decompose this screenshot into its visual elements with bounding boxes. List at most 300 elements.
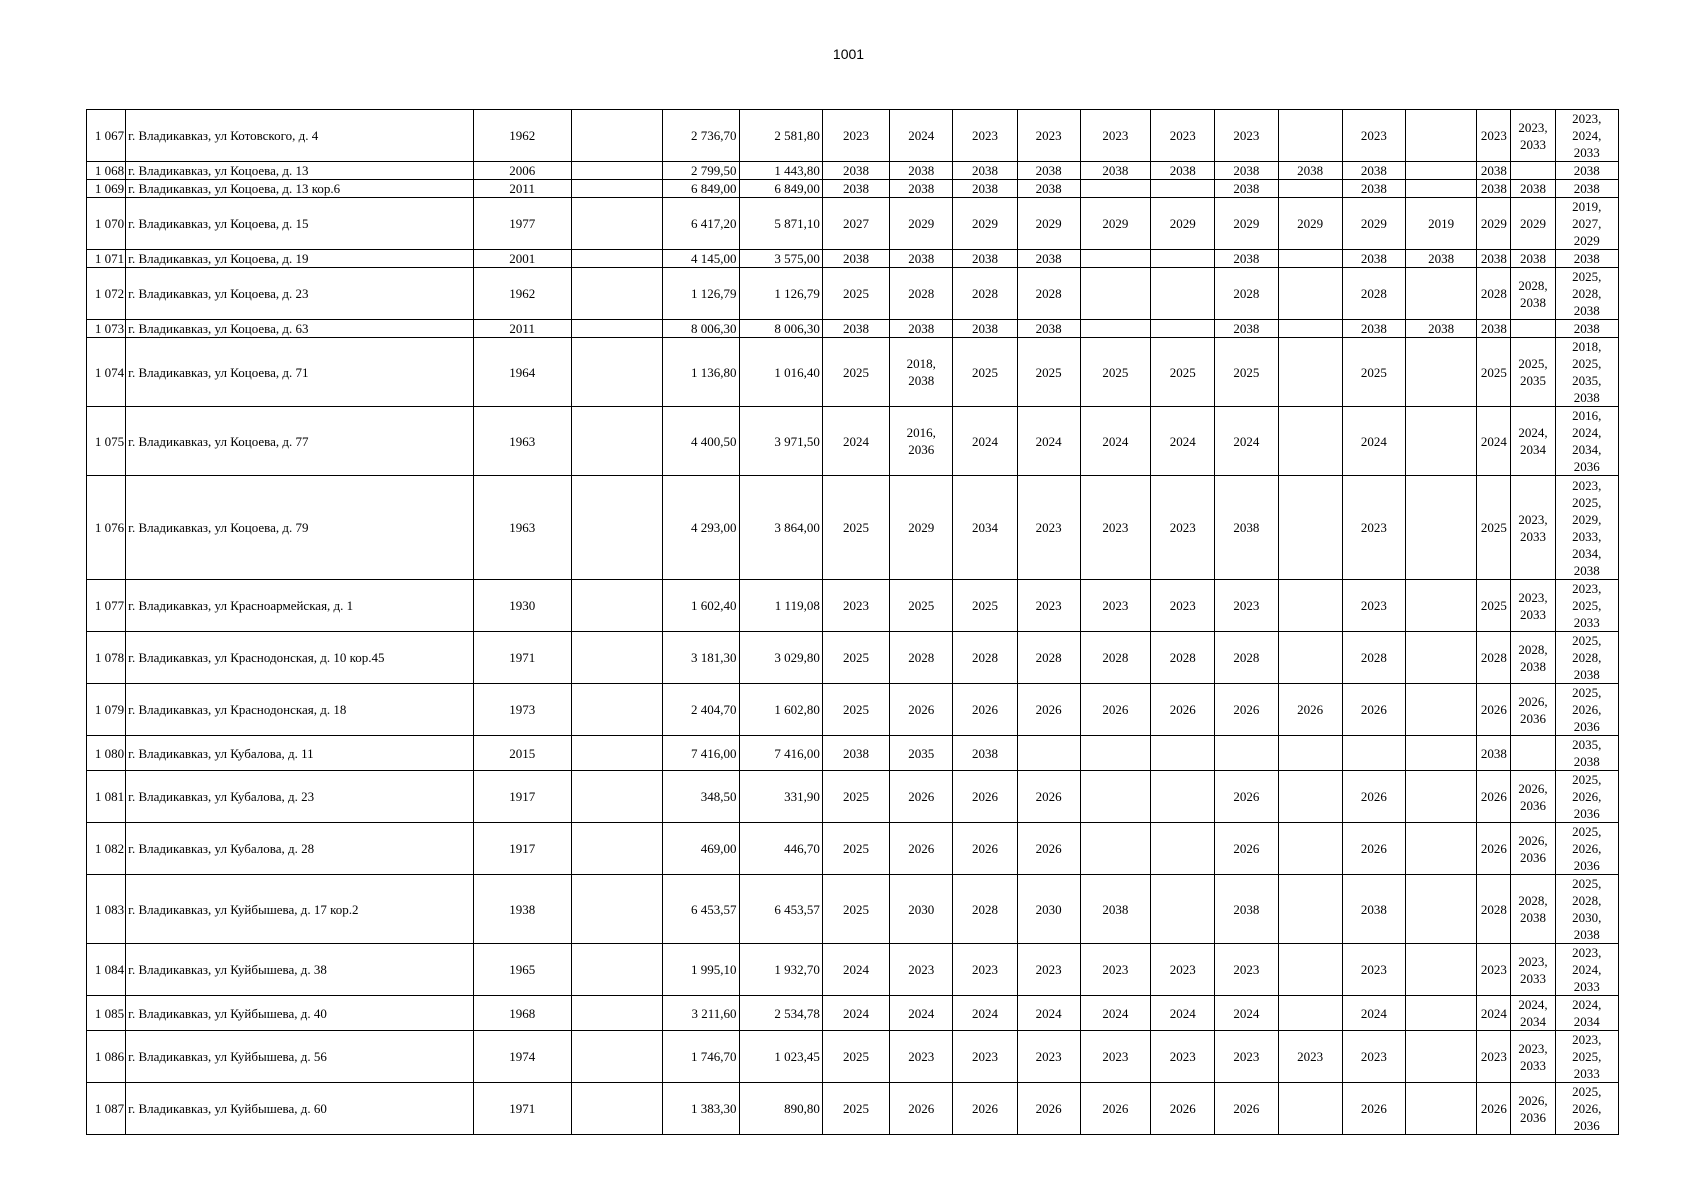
work-year-cell: 2026 [1477, 771, 1511, 823]
registry-body [87, 110, 1619, 1135]
table-row [87, 320, 1619, 338]
work-year-cell: 2026 [1342, 771, 1405, 823]
work-year-pair-cell: 2023, 2033 [1511, 580, 1555, 632]
work-year-cell: 2038 [1406, 250, 1477, 268]
work-year-cell: 2038 [822, 250, 889, 268]
address-cell: г. Владикавказ, ул Кубалова, д. 11 [126, 736, 473, 771]
work-year-cell: 2025 [822, 268, 889, 320]
empty-cell [571, 875, 662, 944]
work-year-cell: 2030 [1017, 875, 1080, 944]
living-area-cell: 6 453,57 [739, 875, 822, 944]
year-built-cell: 1965 [473, 944, 571, 996]
work-year-cell: 2026 [1151, 684, 1215, 736]
table-row [87, 1031, 1619, 1083]
total-area-cell: 7 416,00 [663, 736, 739, 771]
living-area-cell: 1 126,79 [739, 268, 822, 320]
work-year-cell: 2028 [1080, 632, 1150, 684]
work-years-summary-cell: 2018, 2025, 2035, 2038 [1555, 338, 1618, 407]
year-built-cell: 1977 [473, 198, 571, 250]
work-year-cell: 2018, 2038 [890, 338, 953, 407]
work-year-cell: 2038 [1477, 736, 1511, 771]
work-year-cell: 2028 [953, 268, 1017, 320]
work-year-cell: 2038 [1080, 875, 1150, 944]
work-year-cell [1406, 875, 1477, 944]
living-area-cell: 3 029,80 [739, 632, 822, 684]
work-year-cell: 2026 [1151, 1083, 1215, 1135]
work-year-cell: 2029 [1017, 198, 1080, 250]
work-year-pair-cell [1511, 162, 1555, 180]
empty-cell [571, 162, 662, 180]
row-number-cell: 1 084 [87, 944, 126, 996]
work-year-cell: 2025 [1342, 338, 1405, 407]
row-number-cell: 1 087 [87, 1083, 126, 1135]
work-year-cell: 2026 [1017, 771, 1080, 823]
work-year-pair-cell: 2023, 2033 [1511, 110, 1555, 162]
work-years-summary-cell: 2023, 2024, 2033 [1555, 110, 1618, 162]
work-years-summary-cell: 2023, 2025, 2033 [1555, 580, 1618, 632]
work-year-pair-cell [1511, 320, 1555, 338]
work-year-cell: 2026 [1080, 684, 1150, 736]
work-year-cell: 2024 [822, 944, 889, 996]
work-year-cell: 2038 [890, 162, 953, 180]
table-row [87, 996, 1619, 1031]
work-year-cell: 2024 [1151, 407, 1215, 476]
work-year-cell: 2023 [1017, 1031, 1080, 1083]
work-year-cell: 2028 [1342, 632, 1405, 684]
work-year-cell: 2023 [1215, 580, 1278, 632]
work-year-cell: 2023 [1151, 476, 1215, 580]
page-number: 1001 [832, 46, 865, 62]
empty-cell [571, 268, 662, 320]
work-year-cell: 2038 [822, 162, 889, 180]
empty-cell [571, 476, 662, 580]
row-number-cell: 1 083 [87, 875, 126, 944]
row-number-cell: 1 086 [87, 1031, 126, 1083]
work-year-cell: 2038 [1342, 320, 1405, 338]
work-year-cell: 2038 [1215, 875, 1278, 944]
empty-cell [571, 580, 662, 632]
work-year-cell: 2023 [953, 1031, 1017, 1083]
address-cell: г. Владикавказ, ул Куйбышева, д. 60 [126, 1083, 473, 1135]
table-row [87, 736, 1619, 771]
work-year-cell: 2026 [1278, 684, 1342, 736]
work-year-cell: 2024 [1477, 996, 1511, 1031]
table-row [87, 338, 1619, 407]
work-year-cell: 2026 [953, 1083, 1017, 1135]
work-year-cell [1215, 736, 1278, 771]
work-year-cell [1151, 736, 1215, 771]
address-cell: г. Владикавказ, ул Коцоева, д. 19 [126, 250, 473, 268]
work-year-cell: 2028 [1342, 268, 1405, 320]
work-year-cell [1080, 268, 1150, 320]
work-years-summary-cell: 2019, 2027, 2029 [1555, 198, 1618, 250]
living-area-cell: 1 023,45 [739, 1031, 822, 1083]
row-number-cell: 1 081 [87, 771, 126, 823]
living-area-cell: 3 864,00 [739, 476, 822, 580]
work-year-cell: 2025 [822, 632, 889, 684]
empty-cell [571, 407, 662, 476]
total-area-cell: 4 293,00 [663, 476, 739, 580]
living-area-cell: 1 016,40 [739, 338, 822, 407]
address-cell: г. Владикавказ, ул Куйбышева, д. 56 [126, 1031, 473, 1083]
year-built-cell: 1930 [473, 580, 571, 632]
work-year-pair-cell: 2028, 2038 [1511, 268, 1555, 320]
housing-registry-table [86, 109, 1619, 1135]
work-year-cell: 2038 [1017, 180, 1080, 198]
work-year-cell: 2023 [1477, 944, 1511, 996]
work-year-cell: 2023 [1215, 944, 1278, 996]
row-number-cell: 1 080 [87, 736, 126, 771]
work-year-cell [1406, 1031, 1477, 1083]
work-year-cell: 2038 [953, 736, 1017, 771]
work-year-cell: 2024 [1342, 996, 1405, 1031]
total-area-cell: 6 417,20 [663, 198, 739, 250]
work-year-cell: 2028 [1477, 632, 1511, 684]
work-year-cell [1406, 1083, 1477, 1135]
table-row [87, 407, 1619, 476]
work-year-pair-cell: 2038 [1511, 250, 1555, 268]
work-year-cell: 2026 [1342, 823, 1405, 875]
work-years-summary-cell: 2016, 2024, 2034, 2036 [1555, 407, 1618, 476]
work-year-cell [1278, 771, 1342, 823]
work-year-cell: 2038 [1215, 476, 1278, 580]
work-year-cell: 2023 [1017, 476, 1080, 580]
total-area-cell: 4 400,50 [663, 407, 739, 476]
table-row [87, 198, 1619, 250]
work-years-summary-cell: 2023, 2024, 2033 [1555, 944, 1618, 996]
total-area-cell: 2 799,50 [663, 162, 739, 180]
year-built-cell: 2001 [473, 250, 571, 268]
work-year-cell: 2023 [1342, 110, 1405, 162]
address-cell: г. Владикавказ, ул Котовского, д. 4 [126, 110, 473, 162]
work-year-cell: 2023 [1342, 944, 1405, 996]
row-number-cell: 1 076 [87, 476, 126, 580]
work-year-cell [1406, 338, 1477, 407]
address-cell: г. Владикавказ, ул Куйбышева, д. 38 [126, 944, 473, 996]
work-year-cell: 2026 [1017, 1083, 1080, 1135]
year-built-cell: 1974 [473, 1031, 571, 1083]
work-year-cell: 2026 [1215, 684, 1278, 736]
year-built-cell: 1971 [473, 1083, 571, 1135]
table-row [87, 268, 1619, 320]
work-year-cell: 2026 [890, 684, 953, 736]
work-year-cell [1406, 736, 1477, 771]
work-year-cell: 2038 [953, 320, 1017, 338]
year-built-cell: 1968 [473, 996, 571, 1031]
work-year-cell [1278, 580, 1342, 632]
work-year-cell: 2023 [1151, 1031, 1215, 1083]
work-year-cell: 2038 [1278, 162, 1342, 180]
table-row [87, 110, 1619, 162]
work-year-cell: 2029 [890, 476, 953, 580]
work-year-cell: 2038 [1017, 162, 1080, 180]
work-year-cell [1278, 632, 1342, 684]
address-cell: г. Владикавказ, ул Коцоева, д. 71 [126, 338, 473, 407]
total-area-cell: 4 145,00 [663, 250, 739, 268]
empty-cell [571, 944, 662, 996]
year-built-cell: 2011 [473, 180, 571, 198]
work-year-cell [1406, 684, 1477, 736]
row-number-cell: 1 082 [87, 823, 126, 875]
work-year-cell: 2025 [1017, 338, 1080, 407]
work-years-summary-cell: 2025, 2028, 2038 [1555, 632, 1618, 684]
year-built-cell: 1971 [473, 632, 571, 684]
work-year-cell: 2028 [953, 632, 1017, 684]
work-years-summary-cell: 2038 [1555, 180, 1618, 198]
work-year-cell: 2028 [1017, 632, 1080, 684]
work-year-cell: 2025 [1080, 338, 1150, 407]
work-year-cell: 2023 [1151, 944, 1215, 996]
table-row [87, 771, 1619, 823]
table-row [87, 823, 1619, 875]
living-area-cell: 1 443,80 [739, 162, 822, 180]
work-year-cell: 2029 [1342, 198, 1405, 250]
work-year-cell: 2038 [1215, 250, 1278, 268]
work-year-cell: 2023 [1017, 944, 1080, 996]
work-year-cell: 2023 [822, 580, 889, 632]
work-year-cell [1278, 823, 1342, 875]
work-year-cell: 2034 [953, 476, 1017, 580]
address-cell: г. Владикавказ, ул Кубалова, д. 23 [126, 771, 473, 823]
work-year-cell: 2026 [1017, 684, 1080, 736]
work-year-pair-cell: 2038 [1511, 180, 1555, 198]
work-year-cell: 2023 [953, 110, 1017, 162]
work-year-cell: 2026 [1477, 1083, 1511, 1135]
work-year-cell: 2038 [890, 320, 953, 338]
year-built-cell: 2015 [473, 736, 571, 771]
work-year-cell [1151, 250, 1215, 268]
work-year-cell: 2023 [1017, 580, 1080, 632]
work-years-summary-cell: 2023, 2025, 2033 [1555, 1031, 1618, 1083]
work-year-cell: 2023 [1151, 110, 1215, 162]
work-year-cell: 2026 [1215, 823, 1278, 875]
total-area-cell: 1 126,79 [663, 268, 739, 320]
work-years-summary-cell: 2025, 2026, 2036 [1555, 1083, 1618, 1135]
empty-cell [571, 996, 662, 1031]
work-year-cell [1406, 944, 1477, 996]
table-row [87, 250, 1619, 268]
work-year-pair-cell: 2026, 2036 [1511, 823, 1555, 875]
row-number-cell: 1 075 [87, 407, 126, 476]
work-year-pair-cell: 2024, 2034 [1511, 996, 1555, 1031]
work-year-cell: 2038 [1342, 162, 1405, 180]
year-built-cell: 1917 [473, 771, 571, 823]
row-number-cell: 1 070 [87, 198, 126, 250]
work-year-cell: 2026 [890, 823, 953, 875]
address-cell: г. Владикавказ, ул Куйбышева, д. 40 [126, 996, 473, 1031]
work-year-cell: 2028 [1477, 268, 1511, 320]
work-year-cell: 2029 [890, 198, 953, 250]
year-built-cell: 2006 [473, 162, 571, 180]
row-number-cell: 1 073 [87, 320, 126, 338]
work-year-cell [1278, 476, 1342, 580]
work-year-cell [1151, 823, 1215, 875]
empty-cell [571, 1031, 662, 1083]
work-year-cell: 2026 [1342, 1083, 1405, 1135]
work-year-cell: 2026 [953, 823, 1017, 875]
living-area-cell: 8 006,30 [739, 320, 822, 338]
work-year-cell: 2025 [822, 771, 889, 823]
work-year-cell: 2024 [1017, 407, 1080, 476]
work-year-cell: 2029 [1215, 198, 1278, 250]
work-year-cell: 2023 [1017, 110, 1080, 162]
work-year-cell: 2023 [890, 944, 953, 996]
work-year-cell: 2023 [1278, 1031, 1342, 1083]
work-year-cell: 2023 [1215, 1031, 1278, 1083]
address-cell: г. Владикавказ, ул Коцоева, д. 63 [126, 320, 473, 338]
work-year-cell: 2023 [1080, 110, 1150, 162]
work-year-cell: 2023 [1342, 476, 1405, 580]
work-year-pair-cell: 2028, 2038 [1511, 875, 1555, 944]
work-year-cell: 2026 [1215, 1083, 1278, 1135]
row-number-cell: 1 078 [87, 632, 126, 684]
row-number-cell: 1 069 [87, 180, 126, 198]
work-year-cell: 2024 [953, 407, 1017, 476]
work-year-cell: 2028 [1017, 268, 1080, 320]
work-year-cell: 2023 [953, 944, 1017, 996]
work-year-cell [1080, 250, 1150, 268]
work-year-cell [1080, 736, 1150, 771]
work-year-cell: 2038 [1342, 875, 1405, 944]
work-year-cell [1278, 110, 1342, 162]
total-area-cell: 1 136,80 [663, 338, 739, 407]
work-year-cell: 2029 [1151, 198, 1215, 250]
work-year-cell [1406, 823, 1477, 875]
work-year-cell: 2038 [1406, 320, 1477, 338]
work-year-pair-cell: 2026, 2036 [1511, 771, 1555, 823]
empty-cell [571, 198, 662, 250]
work-year-cell: 2026 [1080, 1083, 1150, 1135]
year-built-cell: 1963 [473, 407, 571, 476]
work-year-cell: 2024 [953, 996, 1017, 1031]
total-area-cell: 1 383,30 [663, 1083, 739, 1135]
work-year-cell: 2038 [1477, 250, 1511, 268]
table-row [87, 162, 1619, 180]
work-years-summary-cell: 2035, 2038 [1555, 736, 1618, 771]
work-year-cell [1406, 110, 1477, 162]
work-year-cell: 2026 [953, 684, 1017, 736]
address-cell: г. Владикавказ, ул Куйбышева, д. 17 кор.2 [126, 875, 473, 944]
work-year-pair-cell: 2026, 2036 [1511, 684, 1555, 736]
work-year-cell [1406, 996, 1477, 1031]
work-year-cell: 2026 [1477, 684, 1511, 736]
living-area-cell: 3 971,50 [739, 407, 822, 476]
work-year-cell: 2038 [953, 180, 1017, 198]
work-year-cell: 2024 [1342, 407, 1405, 476]
work-years-summary-cell: 2025, 2026, 2036 [1555, 771, 1618, 823]
living-area-cell: 3 575,00 [739, 250, 822, 268]
work-year-cell: 2028 [1215, 632, 1278, 684]
work-year-cell: 2038 [822, 736, 889, 771]
work-year-cell [1080, 771, 1150, 823]
address-cell: г. Владикавказ, ул Коцоева, д. 13 [126, 162, 473, 180]
work-year-pair-cell: 2023, 2033 [1511, 1031, 1555, 1083]
work-year-cell: 2025 [890, 580, 953, 632]
work-years-summary-cell: 2025, 2026, 2036 [1555, 684, 1618, 736]
work-year-cell [1151, 875, 1215, 944]
work-year-cell: 2038 [1342, 250, 1405, 268]
work-year-pair-cell: 2023, 2033 [1511, 476, 1555, 580]
work-years-summary-cell: 2023, 2025, 2029, 2033, 2034, 2038 [1555, 476, 1618, 580]
work-years-summary-cell: 2024, 2034 [1555, 996, 1618, 1031]
work-year-cell: 2026 [953, 771, 1017, 823]
work-year-cell: 2023 [1477, 110, 1511, 162]
work-year-cell [1406, 632, 1477, 684]
work-year-cell [1406, 162, 1477, 180]
empty-cell [571, 338, 662, 407]
work-year-cell [1017, 736, 1080, 771]
work-year-cell [1080, 180, 1150, 198]
living-area-cell: 5 871,10 [739, 198, 822, 250]
work-year-cell: 2024 [822, 996, 889, 1031]
work-year-cell: 2019 [1406, 198, 1477, 250]
work-year-cell [1278, 180, 1342, 198]
work-year-cell [1278, 320, 1342, 338]
living-area-cell: 1 119,08 [739, 580, 822, 632]
work-years-summary-cell: 2025, 2028, 2030, 2038 [1555, 875, 1618, 944]
year-built-cell: 1962 [473, 268, 571, 320]
address-cell: г. Владикавказ, ул Красноармейская, д. 1 [126, 580, 473, 632]
work-year-cell [1151, 320, 1215, 338]
work-year-cell [1080, 320, 1150, 338]
work-year-cell: 2025 [822, 823, 889, 875]
work-year-cell: 2038 [890, 180, 953, 198]
empty-cell [571, 250, 662, 268]
year-built-cell: 1938 [473, 875, 571, 944]
row-number-cell: 1 067 [87, 110, 126, 162]
work-year-cell: 2023 [1080, 476, 1150, 580]
work-year-cell: 2025 [1215, 338, 1278, 407]
work-years-summary-cell: 2038 [1555, 320, 1618, 338]
total-area-cell: 3 181,30 [663, 632, 739, 684]
work-year-cell: 2025 [822, 476, 889, 580]
work-year-cell: 2024 [890, 110, 953, 162]
table-row [87, 580, 1619, 632]
work-years-summary-cell: 2025, 2026, 2036 [1555, 823, 1618, 875]
work-year-cell: 2026 [1342, 684, 1405, 736]
address-cell: г. Владикавказ, ул Коцоева, д. 15 [126, 198, 473, 250]
empty-cell [571, 771, 662, 823]
work-year-pair-cell: 2026, 2036 [1511, 1083, 1555, 1135]
total-area-cell: 1 746,70 [663, 1031, 739, 1083]
row-number-cell: 1 079 [87, 684, 126, 736]
work-year-cell: 2027 [822, 198, 889, 250]
work-year-cell: 2023 [1080, 944, 1150, 996]
work-year-cell: 2025 [822, 1083, 889, 1135]
living-area-cell: 890,80 [739, 1083, 822, 1135]
living-area-cell: 6 849,00 [739, 180, 822, 198]
work-year-cell: 2026 [1017, 823, 1080, 875]
total-area-cell: 8 006,30 [663, 320, 739, 338]
work-years-summary-cell: 2038 [1555, 162, 1618, 180]
work-year-pair-cell: 2029 [1511, 198, 1555, 250]
address-cell: г. Владикавказ, ул Коцоева, д. 77 [126, 407, 473, 476]
work-year-pair-cell: 2024, 2034 [1511, 407, 1555, 476]
empty-cell [571, 632, 662, 684]
work-year-cell: 2024 [1080, 407, 1150, 476]
work-year-cell [1278, 338, 1342, 407]
work-year-cell: 2025 [953, 338, 1017, 407]
row-number-cell: 1 068 [87, 162, 126, 180]
work-year-cell: 2038 [1215, 320, 1278, 338]
row-number-cell: 1 072 [87, 268, 126, 320]
work-year-cell: 2028 [953, 875, 1017, 944]
work-year-cell: 2038 [822, 180, 889, 198]
living-area-cell: 2 534,78 [739, 996, 822, 1031]
work-year-cell: 2038 [1477, 162, 1511, 180]
work-year-cell: 2025 [822, 684, 889, 736]
total-area-cell: 348,50 [663, 771, 739, 823]
